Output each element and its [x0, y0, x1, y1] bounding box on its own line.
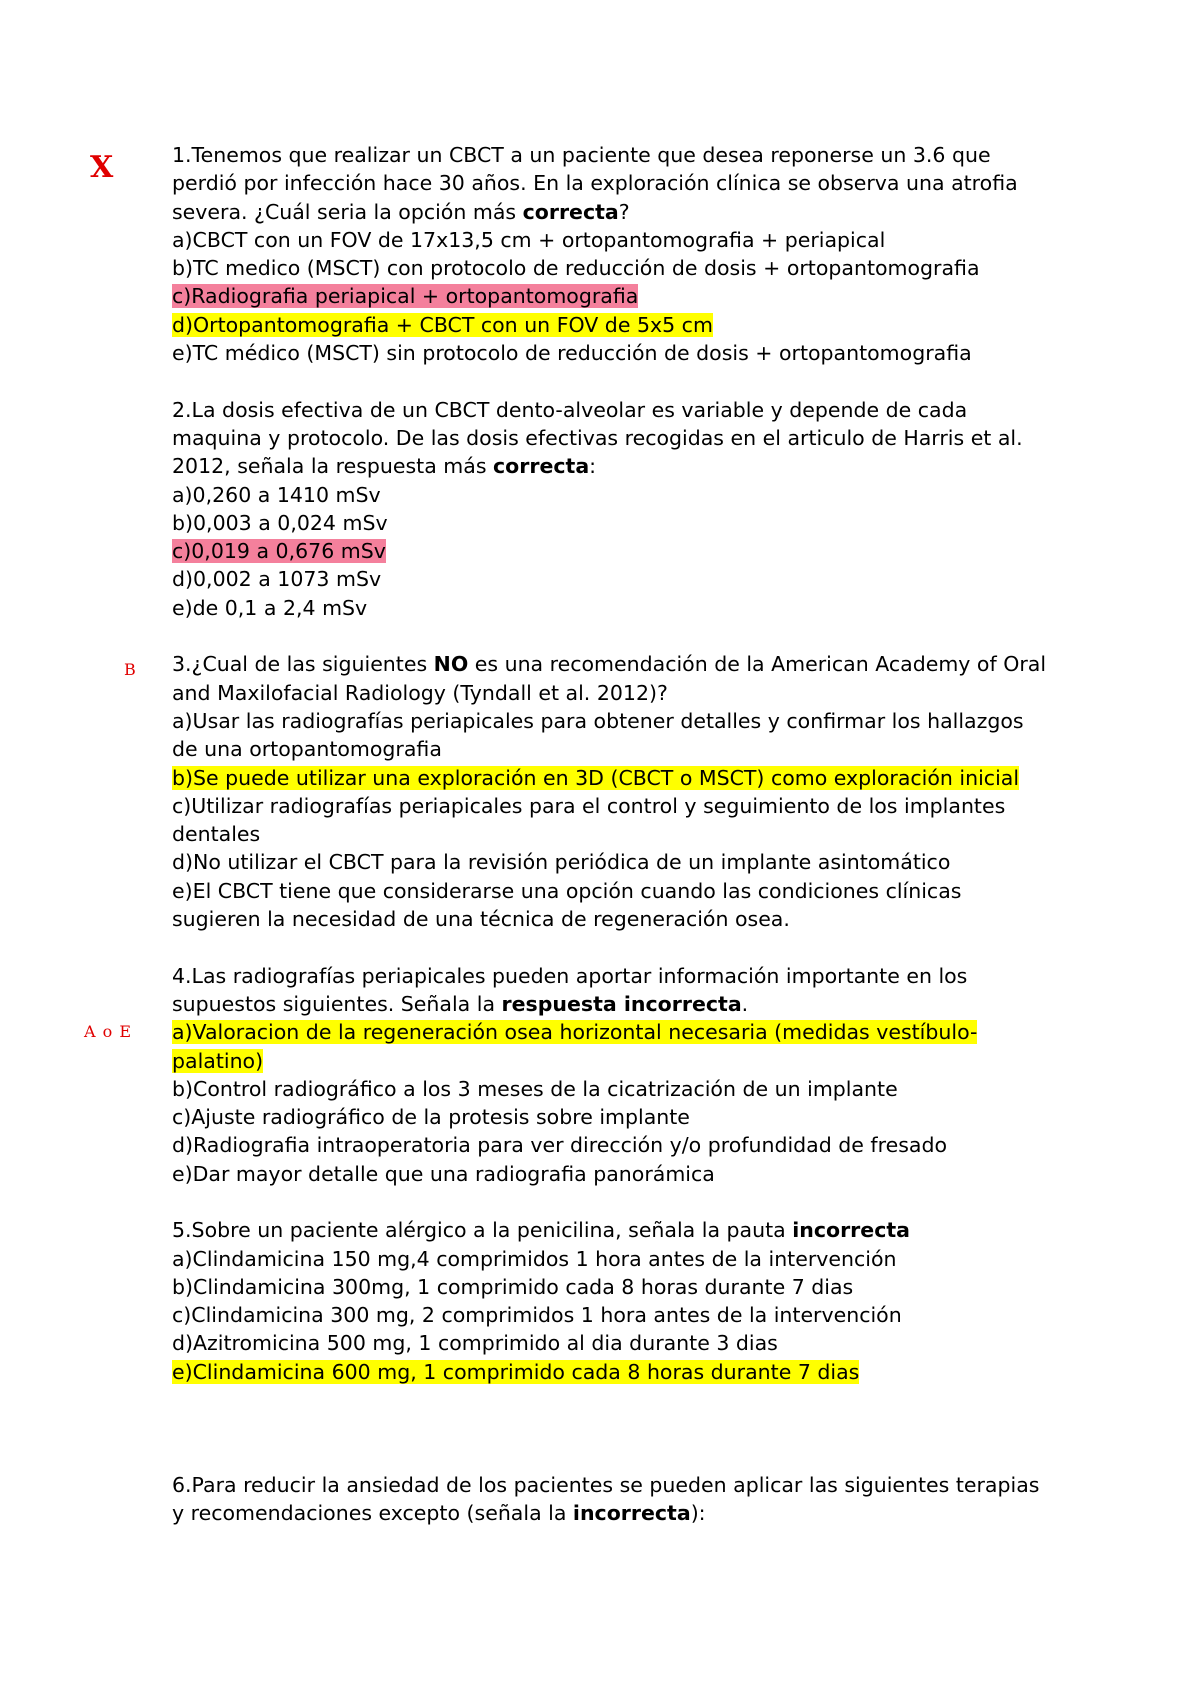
question-stem: 5.Sobre un paciente alérgico a la penicilina, señala la pauta incorrecta — [172, 1218, 910, 1243]
option-c: c)Ajuste radiográfico de la protesis sobre implante — [172, 1105, 690, 1130]
option-c-highlighted: c)0,019 a 0,676 mSv — [172, 539, 386, 564]
question-stem: 6.Para reducir la ansiedad de los pacientes se pueden aplicar las siguientes terapias y recomendaciones excepto (señala la incorrecta): — [172, 1473, 1040, 1526]
option-a-highlighted: a)Valoracion de la regeneración osea horizontal necesaria (medidas vestíbulo-palatino) — [172, 1020, 978, 1073]
option-e-highlighted: e)Clindamicina 600 mg, 1 comprimido cada 8 horas durante 7 dias — [172, 1359, 860, 1384]
question-1 — [172, 141, 1052, 367]
question-4 — [172, 962, 1052, 1188]
margin-mark-q1: X — [90, 150, 114, 185]
option-a: a)CBCT con un FOV de 17x13,5 cm + ortopantomografia + periapical — [172, 227, 886, 252]
question-2 — [172, 396, 1052, 622]
margin-note-q4: A o E — [84, 1022, 133, 1041]
option-d: d)0,002 a 1073 mSv — [172, 567, 382, 592]
option-a: a)Clindamicina 150 mg,4 comprimidos 1 hora antes de la intervención — [172, 1246, 897, 1271]
option-e: e)de 0,1 a 2,4 mSv — [172, 595, 368, 620]
option-b: b)Clindamicina 300mg, 1 comprimido cada 8 horas durante 7 dias — [172, 1274, 854, 1299]
option-c-highlighted: c)Radiografia periapical + ortopantomografia — [172, 284, 639, 309]
option-c: c)Clindamicina 300 mg, 2 comprimidos 1 hora antes de la intervención — [172, 1303, 902, 1328]
question-stem: 2.La dosis efectiva de un CBCT dento-alveolar es variable y depende de cada maquina y protocolo. De las dosis efectivas recogidas en el articulo de Harris et al. 2012, señala la respuesta más correcta: — [172, 397, 1023, 479]
exam-content — [172, 141, 1052, 1528]
option-b: b)TC medico (MSCT) con protocolo de reducción de dosis + ortopantomografia — [172, 256, 980, 281]
question-5 — [172, 1216, 1052, 1386]
option-d: d)Radiografia intraoperatoria para ver dirección y/o profundidad de fresado — [172, 1133, 948, 1158]
option-b-highlighted: b)Se puede utilizar una exploración en 3D (CBCT o MSCT) como exploración inicial — [172, 765, 1020, 790]
option-e: e)TC médico (MSCT) sin protocolo de reducción de dosis + ortopantomografia — [172, 341, 972, 366]
option-b: b)0,003 a 0,024 mSv — [172, 510, 388, 535]
option-e: e)Dar mayor detalle que una radiografia panorámica — [172, 1161, 715, 1186]
question-6 — [172, 1471, 1052, 1528]
option-a: a)0,260 a 1410 mSv — [172, 482, 381, 507]
option-c: c)Utilizar radiografías periapicales para el control y seguimiento de los implantes dentales — [172, 793, 1006, 847]
option-d: d)Azitromicina 500 mg, 1 comprimido al dia durante 3 dias — [172, 1331, 778, 1356]
option-a: a)Usar las radiografías periapicales para obtener detalles y confirmar los hallazgos de una ortopantomografia — [172, 708, 1024, 762]
question-3 — [172, 650, 1052, 933]
question-stem: 1.Tenemos que realizar un CBCT a un paciente que desea reponerse un 3.6 que perdió por infección hace 30 años. En la exploración clínica se observa una atrofia severa. ¿Cuál seria la opción más correcta? — [172, 143, 1018, 224]
option-e: e)El CBCT tiene que considerarse una opción cuando las condiciones clínicas sugieren la necesidad de una técnica de regeneración osea. — [172, 878, 962, 932]
option-d: d)No utilizar el CBCT para la revisión periódica de un implante asintomático — [172, 850, 951, 875]
option-d-highlighted: d)Ortopantomografia + CBCT con un FOV de 5x5 cm — [172, 312, 713, 337]
question-stem: 4.Las radiografías periapicales pueden aportar información importante en los supuestos siguientes. Señala la respuesta incorrecta. — [172, 963, 968, 1016]
question-stem: 3.¿Cual de las siguientes NO es una recomendación de la American Academy of Oral and Maxilofacial Radiology (Tyndall et al. 2012)? — [172, 652, 1047, 705]
margin-note-q3: B — [124, 660, 136, 679]
option-b: b)Control radiográfico a los 3 meses de la cicatrización de un implante — [172, 1076, 898, 1101]
